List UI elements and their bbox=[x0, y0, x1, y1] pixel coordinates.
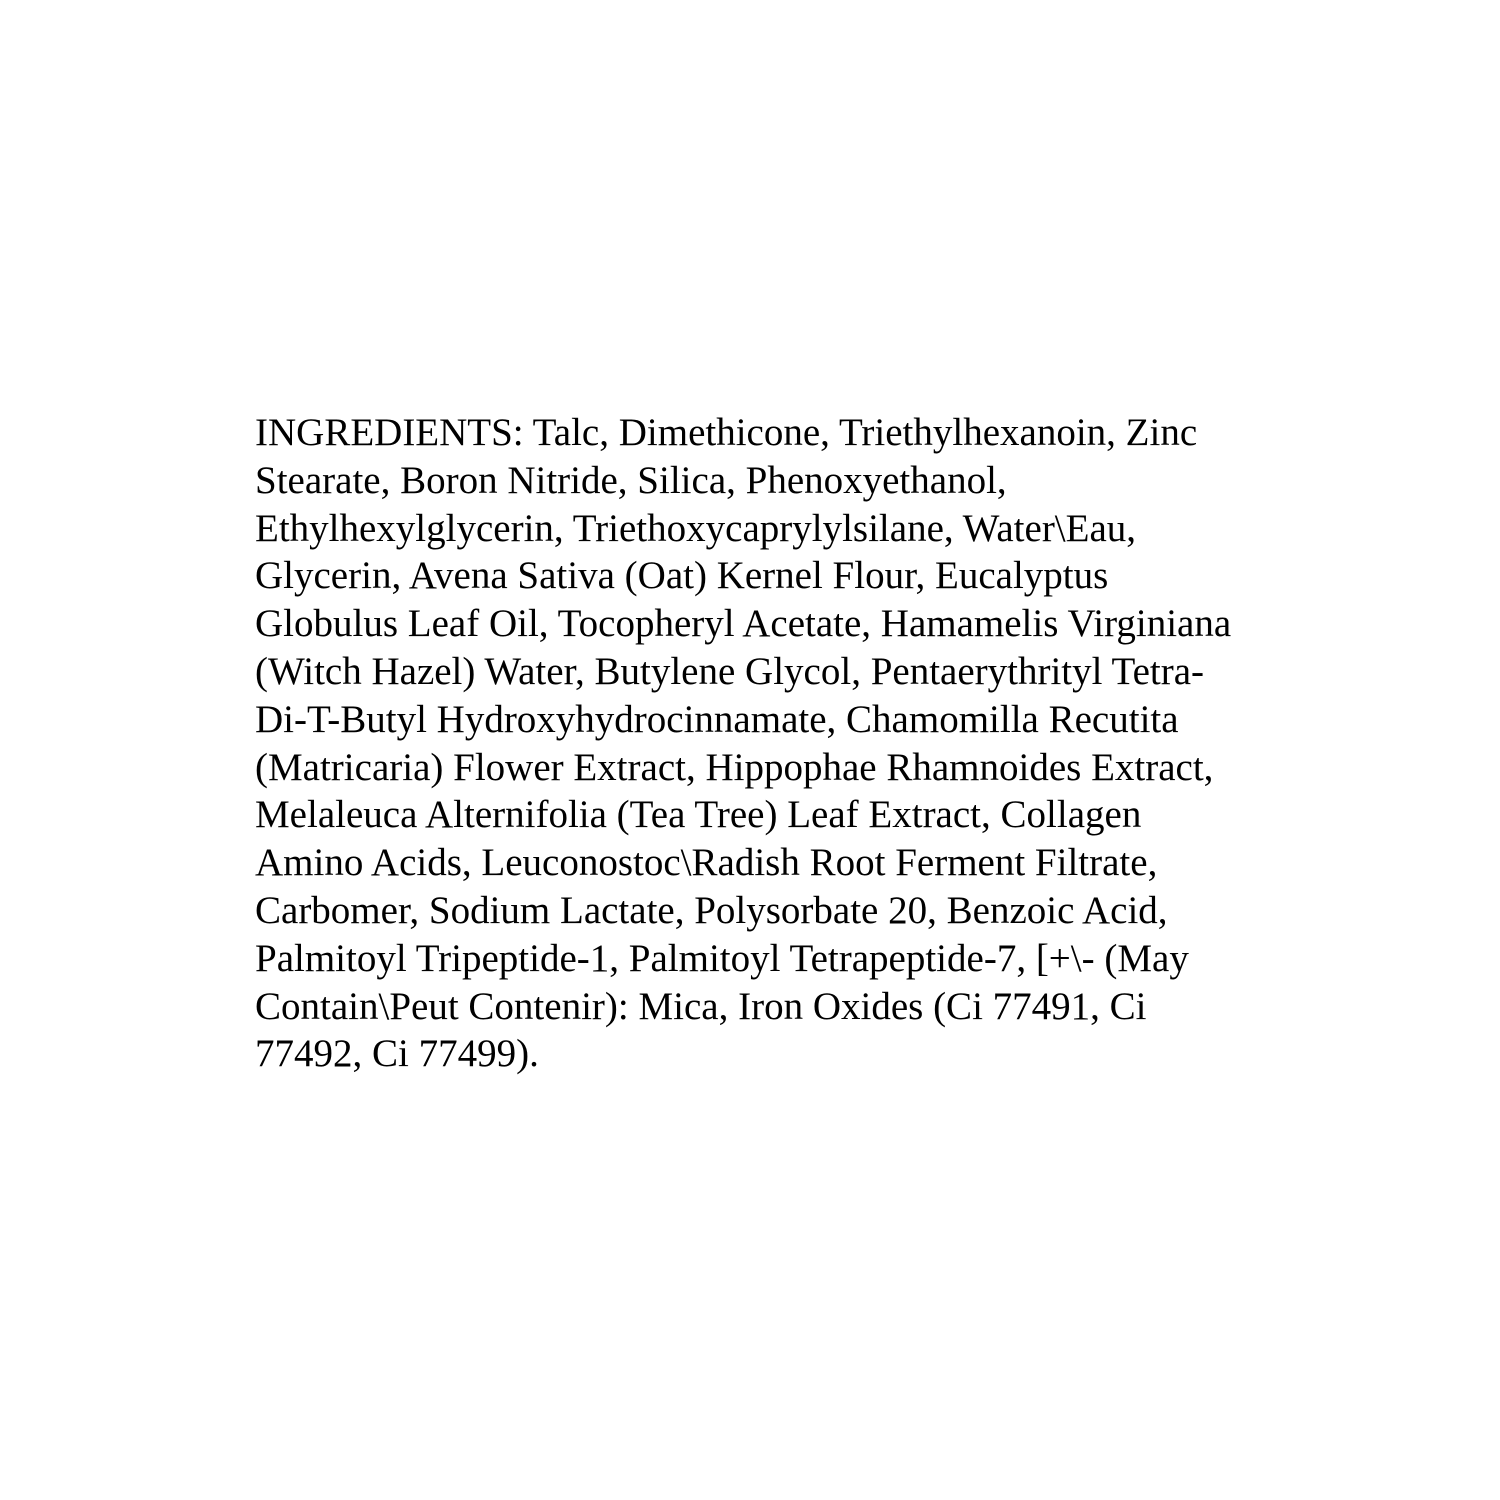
ingredients-line: 77492, Ci 77499). bbox=[255, 1032, 539, 1076]
ingredients-line: Stearate, Boron Nitride, Silica, Phenoxyethanol, bbox=[255, 458, 1007, 502]
ingredients-line: Glycerin, Avena Sativa (Oat) Kernel Flour, Eucalyptus bbox=[255, 554, 1109, 598]
ingredients-line: INGREDIENTS: Talc, Dimethicone, Triethylhexanoin, Zinc bbox=[255, 411, 1198, 454]
ingredients-line: Melaleuca Alternifolia (Tea Tree) Leaf Extract, Collagen bbox=[255, 793, 1142, 837]
ingredients-line: Contain\Peut Contenir): Mica, Iron Oxides (Ci 77491, Ci bbox=[255, 984, 1147, 1028]
ingredients-line: Di-T-Butyl Hydroxyhydrocinnamate, Chamomilla Recutita bbox=[255, 697, 1179, 741]
ingredients-line: Amino Acids, Leuconostoc\Radish Root Ferment Filtrate, bbox=[255, 841, 1158, 885]
ingredients-line: (Matricaria) Flower Extract, Hippophae Rhamnoides Extract, bbox=[255, 745, 1214, 789]
ingredients-text-block bbox=[255, 409, 1275, 1078]
ingredients-line: (Witch Hazel) Water, Butylene Glycol, Pentaerythrityl Tetra- bbox=[255, 649, 1205, 693]
ingredients-line: Palmitoyl Tripeptide-1, Palmitoyl Tetrapeptide-7, [+\- (May bbox=[255, 936, 1189, 980]
ingredients-line: Globulus Leaf Oil, Tocopheryl Acetate, Hamamelis Virginiana bbox=[255, 602, 1232, 646]
ingredients-line: Ethylhexylglycerin, Triethoxycaprylylsilane, Water\Eau, bbox=[255, 506, 1137, 550]
ingredients-line: Carbomer, Sodium Lactate, Polysorbate 20, Benzoic Acid, bbox=[255, 888, 1168, 932]
